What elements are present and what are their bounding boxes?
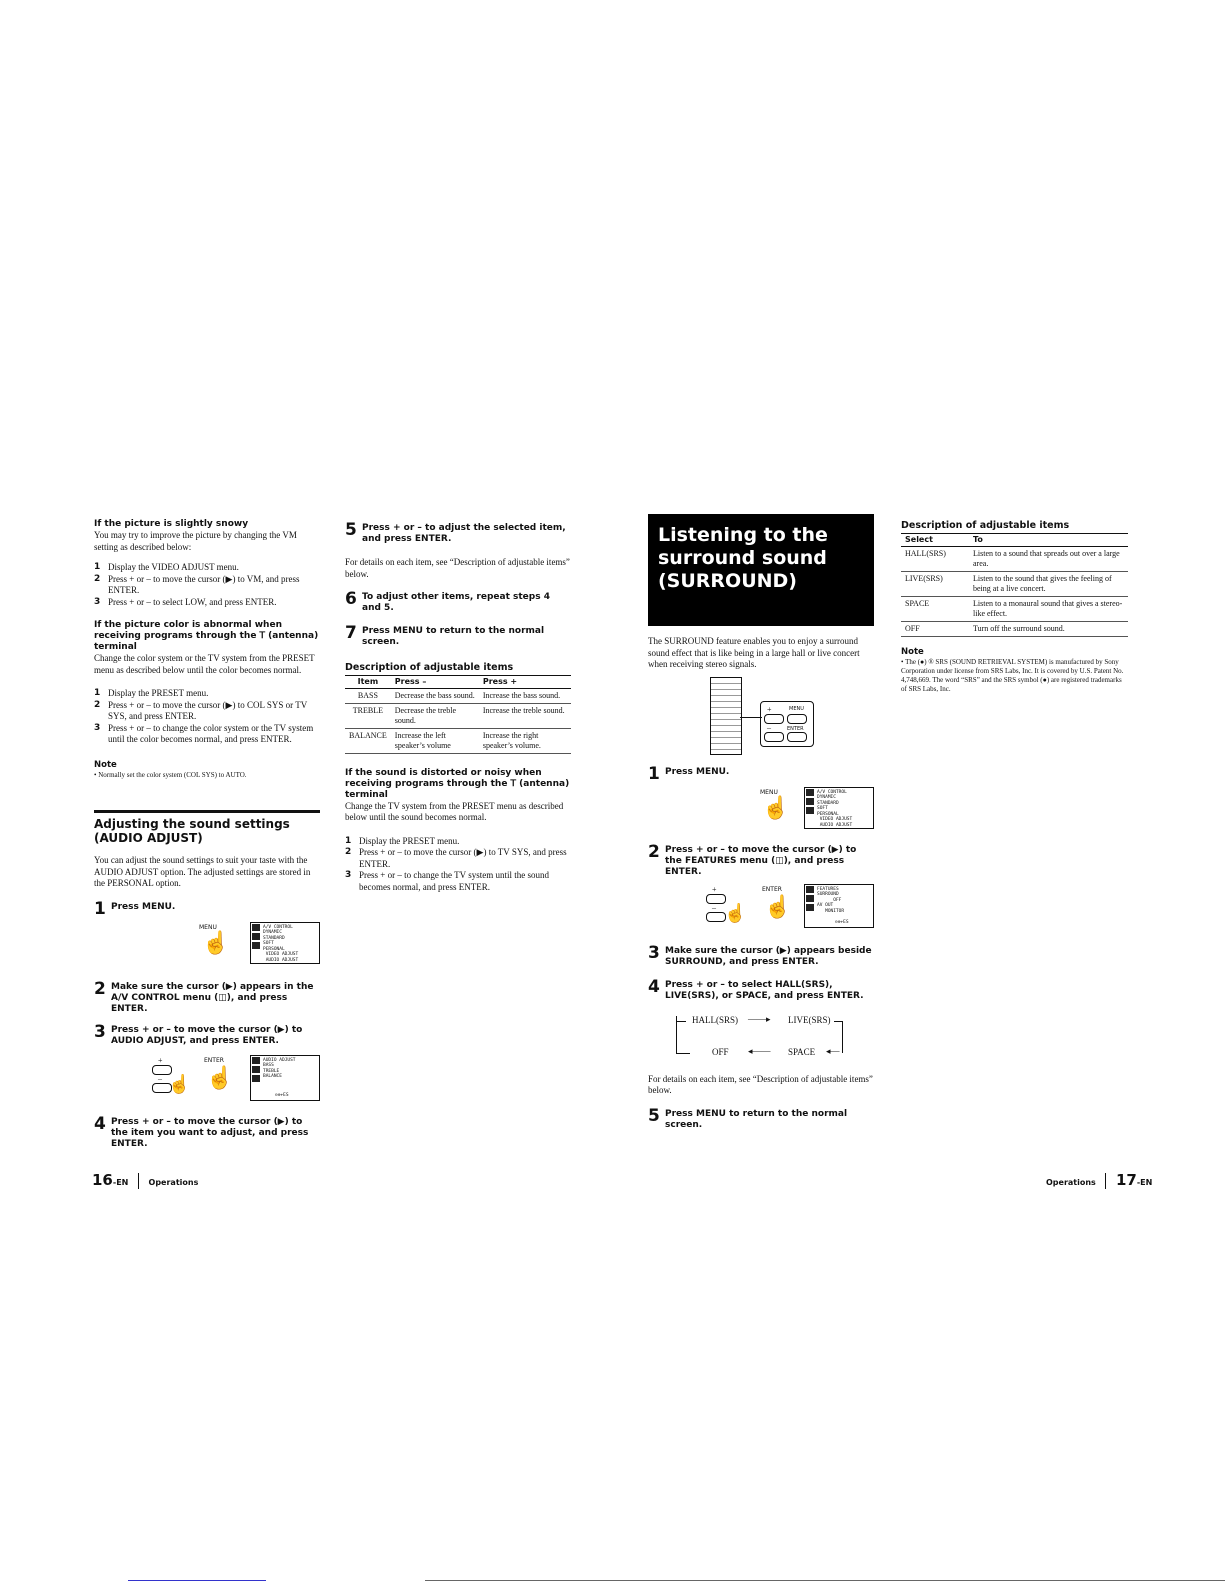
left-column-2: [345, 520, 571, 893]
scan-line-artifact: [128, 1580, 266, 1581]
color-heading: If the picture color is abnormal when receiving programs through the 𝖳 (antenna) terminal: [94, 620, 319, 652]
hand-icon: ☝: [202, 929, 230, 955]
audio-adjust-menu-box: AUDIO ADJUST BASS TREBLE BALANCE ⊖⊕+ES: [250, 1055, 320, 1101]
color-note: Note • Normally set the color system (COL SYS) to AUTO.: [94, 759, 247, 779]
audio-step-3: 3 Press + or – to move the cursor (▶) to AUDIO ADJUST, and press ENTER.: [94, 1021, 303, 1046]
surround-step-3: 3 Make sure the cursor (▶) appears beside SURROUND, and press ENTER.: [648, 942, 872, 967]
remote-illustration: [648, 677, 874, 757]
table-row: BALANCE Increase the left speaker’s volume Increase the right speaker’s volume.: [345, 728, 571, 753]
table-header: Select: [901, 533, 969, 546]
scan-line-artifact: [425, 1580, 1225, 1581]
table-header: Press +: [479, 676, 571, 689]
table-header: Press –: [391, 676, 479, 689]
list-item: 2 Press + or – to move the cursor (▶) to TV SYS, and press ENTER.: [345, 847, 567, 869]
flow-arrow-icon: ——▸: [748, 1013, 771, 1024]
flow-space: SPACE: [788, 1046, 816, 1057]
flow-arrow-icon: ◂—: [826, 1045, 840, 1056]
table-row: HALL(SRS) Listen to a sound that spreads out over a large area.: [901, 546, 1128, 571]
srs-note: Note • The (●) ® SRS (SOUND RETRIEVAL SYSTEM) is manufactured by Sony Corporation under license from SRS Labs, Inc. It is covered by U.S. Patent No. 4,748,669. The word “SRS” and the SRS symbol (●) are registered trademarks of SRS Labs, Inc.: [901, 646, 1124, 693]
snowy-intro: You may try to improve the picture by changing the VM setting as described below:: [94, 530, 297, 552]
plus-button-icon: [152, 1065, 172, 1075]
hand-icon: ☝: [206, 1064, 234, 1090]
hand-icon: ☝: [762, 794, 790, 820]
audio-items-table: [345, 676, 571, 754]
audio-adjust-illustration: + – ☝ ENTER ☝ AUDIO ADJUST BASS TREBLE BALANCE ⊖⊕+ES: [94, 1055, 320, 1107]
table-row: TREBLE Decrease the treble sound. Increase the treble sound.: [345, 703, 571, 728]
color-intro: Change the color system or the TV system from the PRESET menu as described below until the color becomes normal.: [94, 653, 315, 675]
hand-icon: ☝: [764, 893, 792, 919]
hand-icon: ☝: [724, 902, 747, 923]
remote-control-icon: [710, 677, 742, 755]
flow-off: OFF: [712, 1046, 729, 1057]
distorted-heading: If the sound is distorted or noisy when receiving programs through the 𝖳 (antenna) terminal: [345, 767, 570, 800]
distorted-steps: [345, 836, 571, 894]
menu-illustration: MENU ☝ A/V CONTROL DYNAMIC STANDARD SOFT PERSONAL VIDEO ADJUST AUDIO ADJUST: [94, 922, 320, 970]
button-panel: + MENU – ENTER: [760, 701, 814, 747]
audio-step-6: 6 To adjust other items, repeat steps 4 and 5.: [345, 589, 550, 613]
snowy-heading: If the picture is slightly snowy: [94, 519, 249, 529]
features-illustration: + – ☝ ENTER ☝ FEATURES SURROUND OFF AV OUT MONITOR ⊖⊕+ES: [648, 884, 874, 934]
audio-step-1: 1 Press MENU.: [94, 898, 176, 919]
details-text: For details on each item, see “Description of adjustable items” below.: [345, 557, 570, 579]
left-column-1: [94, 519, 320, 1150]
list-item: 2 Press + or – to move the cursor (▶) to COL SYS or TV SYS, and press ENTER.: [94, 699, 308, 721]
table-row: BASS Decrease the bass sound. Increase the bass sound.: [345, 688, 571, 703]
flow-live: LIVE(SRS): [788, 1014, 831, 1025]
list-item: 3 Press + or – to change the TV system until the sound becomes normal, and press ENTER.: [345, 870, 549, 892]
right-column-1: [648, 636, 874, 1131]
audio-step-7: 7 Press MENU to return to the normal screen.: [345, 623, 545, 647]
flow-arrow-icon: ◂——: [748, 1045, 771, 1056]
surround-flow-diagram: [648, 1012, 874, 1068]
table-title: Description of adjustable items: [901, 520, 1070, 531]
surround-intro: The SURROUND feature enables you to enjoy a surround sound effect that is like being in a large hall or live concert when receiving stereo signals.: [648, 636, 860, 669]
surround-items-table: [901, 533, 1128, 637]
surround-step-1: 1 Press MENU.: [648, 763, 730, 784]
av-control-menu-box: A/V CONTROL DYNAMIC STANDARD SOFT PERSONAL VIDEO ADJUST AUDIO ADJUST: [250, 922, 320, 964]
right-column-2: [901, 520, 1128, 694]
av-control-menu-box: A/V CONTROL DYNAMIC STANDARD SOFT PERSONAL VIDEO ADJUST AUDIO ADJUST: [804, 787, 874, 829]
audio-step-5: 5 Press + or – to adjust the selected item, and press ENTER.: [345, 520, 566, 544]
list-item: 1 Display the PRESET menu.: [345, 835, 460, 846]
distorted-intro: Change the TV system from the PRESET menu as described below until the sound becomes normal.: [345, 800, 564, 822]
list-item: 3 Press + or – to change the color system or the TV system until the color becomes normal, and press ENTER.: [94, 722, 314, 744]
audio-intro: You can adjust the sound settings to suit your taste with the AUDIO ADJUST option. The adjusted settings are stored in the PERSONAL option.: [94, 855, 311, 888]
table-row: SPACE Listen to a monaural sound that gives a stereo-like effect.: [901, 596, 1128, 621]
features-menu-box: FEATURES SURROUND OFF AV OUT MONITOR ⊖⊕+ES: [804, 884, 874, 928]
surround-step-5: 5 Press MENU to return to the normal screen.: [648, 1105, 848, 1130]
audio-step-2: 2 Make sure the cursor (▶) appears in the A/V CONTROL menu (◫), and press ENTER.: [94, 978, 314, 1014]
color-steps: [94, 688, 320, 746]
menu-illustration: MENU ☝ A/V CONTROL DYNAMIC STANDARD SOFT PERSONAL VIDEO ADJUST AUDIO ADJUST: [648, 787, 874, 835]
list-item: 1 Display the PRESET menu.: [94, 688, 209, 698]
audio-step-4: 4 Press + or – to move the cursor (▶) to the item you want to adjust, and press ENTER.: [94, 1113, 309, 1149]
page-title: Listening to the surround sound (SURROUND): [648, 514, 874, 626]
table-title: Description of adjustable items: [345, 662, 571, 676]
list-item: 3 Press + or – to select LOW, and press ENTER.: [94, 596, 277, 607]
surround-step-2: 2 Press + or – to move the cursor (▶) to the FEATURES menu (◫), and press ENTER.: [648, 841, 857, 877]
surround-step-4: 4 Press + or – to select HALL(SRS), LIVE(SRS), or SPACE, and press ENTER.: [648, 976, 864, 1001]
hand-icon: ☝: [168, 1073, 191, 1094]
details-text: For details on each item, see “Description of adjustable items” below.: [648, 1073, 873, 1095]
audio-section-heading: Adjusting the sound settings (AUDIO ADJUST): [94, 810, 320, 845]
table-header: To: [969, 533, 1128, 546]
right-page-footer: Operations 17-EN: [1046, 1171, 1153, 1189]
table-row: OFF Turn off the surround sound.: [901, 621, 1128, 636]
table-header: Item: [345, 676, 391, 689]
list-item: 1 Display the VIDEO ADJUST menu.: [94, 562, 239, 572]
snowy-steps: [94, 562, 320, 608]
table-row: LIVE(SRS) Listen to the sound that gives the feeling of being at a live concert.: [901, 571, 1128, 596]
list-item: 2 Press + or – to move the cursor (▶) to VM, and press ENTER.: [94, 573, 300, 595]
flow-hall: HALL(SRS): [692, 1014, 739, 1025]
left-page-footer: 16-EN Operations: [92, 1171, 199, 1189]
